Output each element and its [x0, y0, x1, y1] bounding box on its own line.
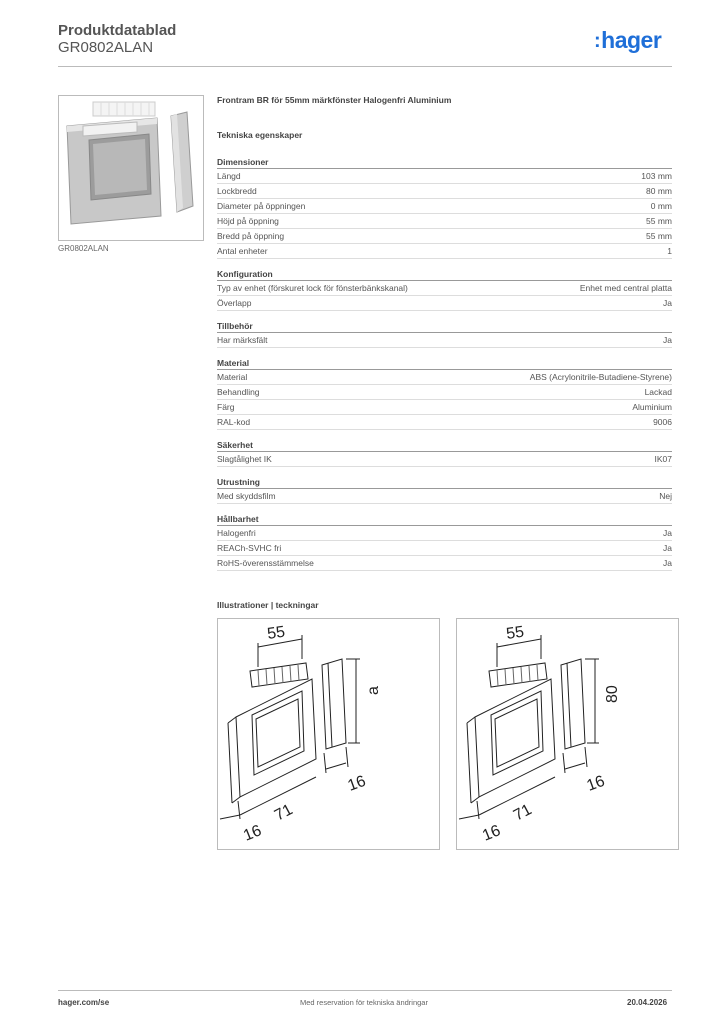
- technical-drawing-2: [456, 618, 679, 850]
- dimension-drawing-1: [218, 619, 439, 849]
- spec-value: Aluminium: [632, 402, 672, 412]
- spec-value: Enhet med central platta: [579, 283, 672, 293]
- section-title: Material: [217, 357, 672, 370]
- product-title: Frontram BR för 55mm märkfönster Halogenfri Aluminium: [217, 95, 452, 105]
- spec-row: [217, 333, 672, 348]
- section-dimensioner: [217, 156, 672, 259]
- spec-label: Halogenfri: [217, 528, 256, 538]
- spec-value: 55 mm: [646, 231, 672, 241]
- spec-row: [217, 452, 672, 467]
- section-hallbarhet: [217, 513, 672, 571]
- spec-row: [217, 385, 672, 400]
- spec-row: [217, 415, 672, 430]
- spec-row: [217, 229, 672, 244]
- dim-top: 55: [266, 623, 287, 643]
- section-sakerhet: [217, 439, 672, 467]
- dim-bottom-2: 16: [241, 822, 264, 845]
- spec-value: 55 mm: [646, 216, 672, 226]
- section-title: Konfiguration: [217, 268, 672, 281]
- spec-row: [217, 541, 672, 556]
- spec-label: Längd: [217, 171, 241, 181]
- spec-value: 103 mm: [641, 171, 672, 181]
- spec-label: Antal enheter: [217, 246, 268, 256]
- spec-row: [217, 281, 672, 296]
- section-utrustning: [217, 476, 672, 504]
- spec-label: Material: [217, 372, 248, 382]
- spec-row: [217, 489, 672, 504]
- spec-value: Lackad: [644, 387, 672, 397]
- footer-website-link[interactable]: hager.com/se: [58, 998, 110, 1007]
- section-title: Dimensioner: [217, 156, 672, 169]
- section-tillbehor: [217, 320, 672, 348]
- page-title: Produktdatablad: [58, 22, 177, 39]
- spec-row: [217, 169, 672, 184]
- dim-side: a: [365, 686, 382, 695]
- image-caption: GR0802ALAN: [58, 244, 109, 253]
- spec-value: Nej: [659, 491, 672, 501]
- dim-right: 16: [584, 772, 608, 795]
- dim-bottom-1: 71: [271, 801, 296, 825]
- header-divider: [58, 66, 672, 67]
- section-title: Säkerhet: [217, 439, 672, 452]
- spec-label: Lockbredd: [217, 186, 257, 196]
- product-code: GR0802ALAN: [58, 39, 154, 56]
- section-material: [217, 357, 672, 430]
- spec-row: [217, 244, 672, 259]
- spec-label: Bredd på öppning: [217, 231, 285, 241]
- section-title: Utrustning: [217, 476, 672, 489]
- spec-label: Typ av enhet (förskuret lock för fönsterbänkskanal): [217, 283, 408, 293]
- dim-top: 55: [505, 623, 526, 643]
- spec-label: Slagtålighet IK: [217, 454, 272, 464]
- section-title: Hållbarhet: [217, 513, 672, 526]
- specs-heading: Tekniska egenskaper: [217, 130, 303, 140]
- spec-value: Ja: [663, 543, 672, 553]
- footer-disclaimer: Med reservation för tekniska ändringar: [300, 998, 428, 1007]
- footer-date: 20.04.2026: [627, 998, 668, 1007]
- dimension-drawing-2: [457, 619, 678, 849]
- section-title: Tillbehör: [217, 320, 672, 333]
- spec-label: Höjd på öppning: [217, 216, 279, 226]
- spec-value: 1: [667, 246, 672, 256]
- spec-row: [217, 296, 672, 311]
- spec-label: RAL-kod: [217, 417, 251, 427]
- illustrations-heading: Illustrationer | teckningar: [217, 600, 319, 610]
- spec-label: Överlapp: [217, 298, 252, 308]
- spec-row: [217, 184, 672, 199]
- spec-value: 9006: [653, 417, 672, 427]
- spec-label: RoHS-överensstämmelse: [217, 558, 314, 568]
- spec-value: IK07: [654, 454, 672, 464]
- spec-value: Ja: [663, 528, 672, 538]
- hager-logo[interactable]: :hager: [594, 27, 662, 53]
- spec-label: Med skyddsfilm: [217, 491, 276, 501]
- dim-bottom-1: 71: [510, 801, 535, 825]
- spec-row: [217, 400, 672, 415]
- technical-drawing-1: [217, 618, 440, 850]
- spec-row: [217, 214, 672, 229]
- spec-value: 0 mm: [650, 201, 672, 211]
- product-image: [58, 95, 204, 241]
- dim-side: 80: [604, 685, 621, 703]
- spec-value: 80 mm: [646, 186, 672, 196]
- footer-divider: [58, 990, 672, 991]
- spec-label: Behandling: [217, 387, 260, 397]
- spec-row: [217, 199, 672, 214]
- spec-value: Ja: [663, 298, 672, 308]
- spec-row: [217, 370, 672, 385]
- spec-label: Diameter på öppningen: [217, 201, 306, 211]
- spec-label: REACh-SVHC fri: [217, 543, 282, 553]
- spec-value: ABS (Acrylonitrile-Butadiene-Styrene): [529, 372, 672, 382]
- spec-value: Ja: [663, 558, 672, 568]
- spec-label: Färg: [217, 402, 235, 412]
- dim-bottom-2: 16: [480, 822, 503, 845]
- frame-product-illustration: [59, 96, 203, 240]
- spec-row: [217, 526, 672, 541]
- spec-label: Har märksfält: [217, 335, 268, 345]
- section-konfiguration: [217, 268, 672, 311]
- spec-value: Ja: [663, 335, 672, 345]
- specs-table: [217, 156, 672, 580]
- spec-row: [217, 556, 672, 571]
- dim-right: 16: [345, 772, 369, 795]
- logo-text: hager: [601, 27, 662, 53]
